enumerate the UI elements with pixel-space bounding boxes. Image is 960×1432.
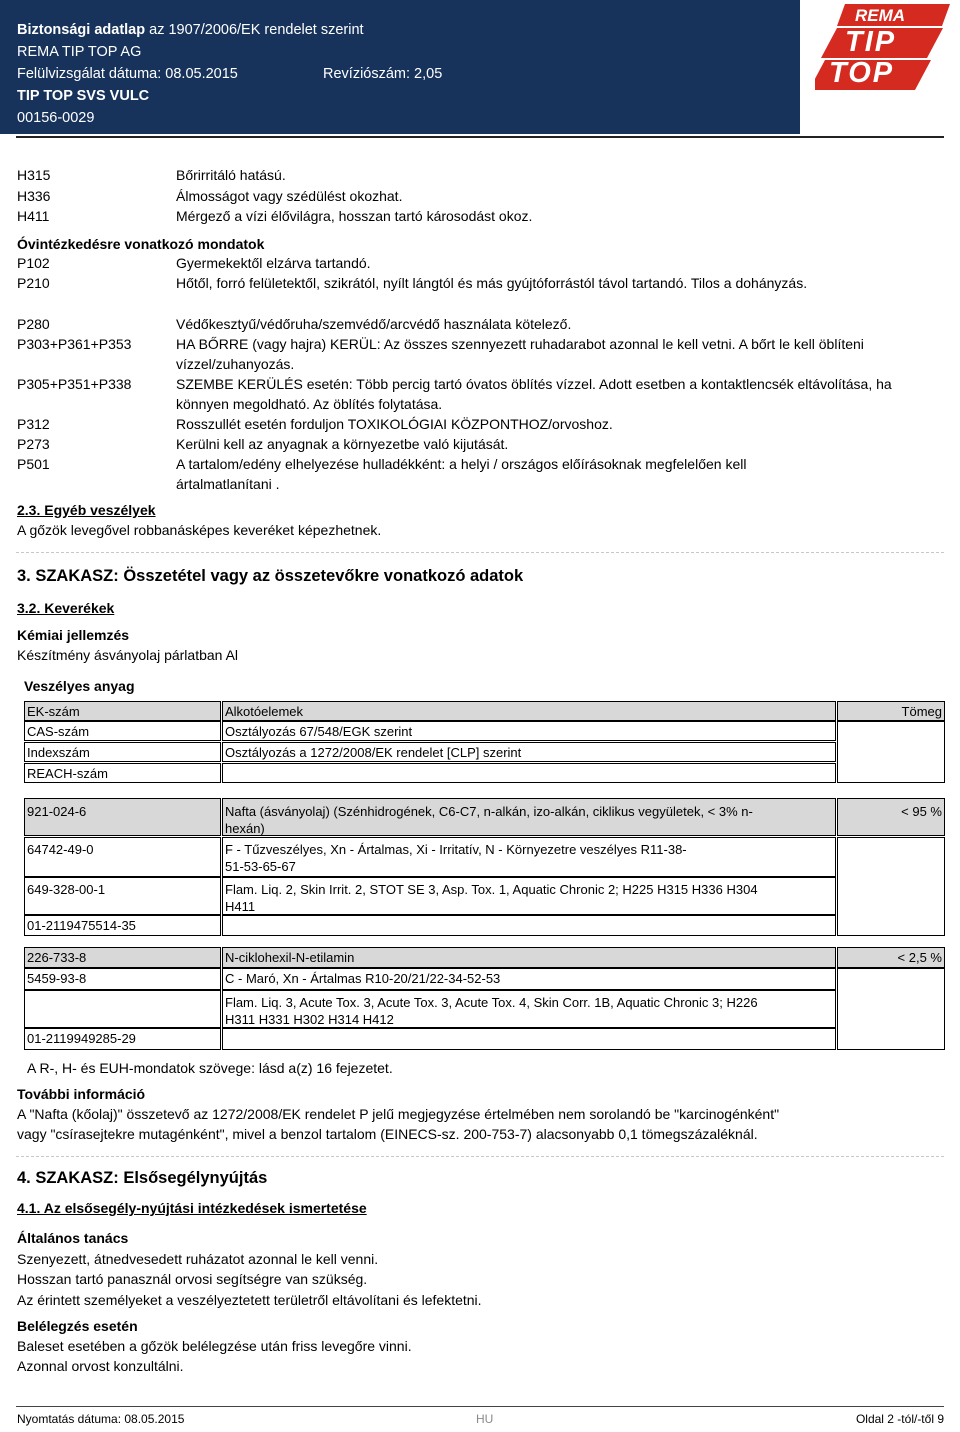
precaution-text: Védőkesztyű/védőruha/szemvédő/arcvédő használata kötelező.	[176, 316, 572, 332]
precaution-code: P305+P351+P338	[17, 376, 132, 392]
hazard-text: Bőrirritáló hatású.	[176, 167, 286, 183]
general-advice-line: Hosszan tartó panasznál orvosi segítségre van szükség.	[17, 1271, 368, 1287]
row2-clp: Flam. Liq. 3, Acute Tox. 3, Acute Tox. 3, Acute Tox. 4, Skin Corr. 1B, Aquatic Chronic 3; H226 H311 H331 H302 H314 H412	[222, 990, 836, 1028]
page-number: Oldal 2 -tól/-től 9	[855, 1412, 944, 1426]
language-code: HU	[476, 1412, 494, 1426]
revision-number: Revíziószám: 2,05	[323, 66, 443, 82]
hazard-code: H411	[17, 208, 50, 224]
section-divider	[16, 552, 944, 553]
precaution-text: Kerülni kell az anyagnak a környezetbe való kijutását.	[176, 436, 509, 452]
row2-mass: < 2,5 %	[837, 947, 945, 968]
row1-clp: Flam. Liq. 2, Skin Irrit. 2, STOT SE 3, Asp. Tox. 1, Aquatic Chronic 2; H225 H315 H336 H304 H411	[222, 877, 836, 915]
precaution-text: HA BŐRRE (vagy hajra) KERÜL: Az összes szennyezett ruhadarabot azonnal le kell vetni. A bőrt le kell öblíteni vízzel/zuhanyozás.	[176, 336, 864, 372]
hazard-text: Mérgező a vízi élővilágra, hosszan tartó károsodást okoz.	[176, 208, 533, 224]
precaution-code: P280	[17, 316, 50, 332]
precaution-text: SZEMBE KERÜLÉS esetén: Több percig tartó óvatos öblítés vízzel. Adott esetben a kontaktlencsék eltávolítása, ha könnyen megoldható. Az öblítés folytatása.	[176, 376, 892, 412]
header-divider	[16, 136, 944, 138]
precaution-heading: Óvintézkedésre vonatkozó mondatok	[17, 236, 265, 252]
logo-text-tip: TIP	[845, 26, 897, 58]
product-code: 00156-0029	[17, 110, 95, 126]
precaution-text: Hőtől, forró felületektől, szikrától, nyílt lángtól és más gyújtóforrástól távol tartandó. Tilos a dohányzás.	[176, 275, 808, 291]
chem-text: Készítmény ásványolaj párlatban Al	[17, 647, 239, 663]
other-hazards-title: 2.3. Egyéb veszélyek	[17, 502, 156, 518]
row2-mass-empty	[837, 968, 945, 1050]
general-advice-label: Általános tanács	[17, 1230, 129, 1246]
precaution-code: P102	[17, 255, 50, 271]
precaution-code: P303+P361+P353	[17, 336, 132, 352]
general-advice-line: Az érintett személyeket a veszélyeztetett területről eltávolítani és lefektetni.	[17, 1292, 482, 1308]
section3-subtitle: 3.2. Keverékek	[17, 600, 115, 616]
th-mass: Tömeg	[837, 701, 945, 721]
row1-mass: < 95 %	[837, 798, 945, 836]
section3-title: 3. SZAKASZ: Összetétel vagy az összetevőkre vonatkozó adatok	[17, 567, 524, 585]
inhalation-label: Belélegzés esetén	[17, 1318, 138, 1334]
th-class67: Osztályozás 67/548/EGK szerint	[222, 721, 836, 741]
hazard-code: H315	[17, 167, 51, 183]
hazardous-label: Veszélyes anyag	[24, 678, 135, 694]
hazard-code: H336	[17, 188, 51, 204]
th-index: Indexszám	[24, 742, 221, 762]
section-divider	[16, 1156, 944, 1157]
other-hazards-text: A gőzök levegővel robbanásképes keveréket képezhetnek.	[17, 522, 382, 538]
row1-ek: 921-024-6	[24, 798, 221, 836]
precaution-text: Rosszullét esetén forduljon TOXIKOLÓGIAI KÖZPONTHOZ/orvoshoz.	[176, 416, 613, 432]
th-cas: CAS-szám	[24, 721, 221, 741]
section4-title: 4. SZAKASZ: Elsősegélynyújtás	[17, 1169, 268, 1187]
print-date: Nyomtatás dátuma: 08.05.2015	[17, 1412, 185, 1426]
th-ek: EK-szám	[24, 701, 221, 721]
precaution-code: P312	[17, 416, 50, 432]
precaution-text: Gyermekektől elzárva tartandó.	[176, 255, 371, 271]
precaution-code: P273	[17, 436, 50, 452]
row1-cas: 64742-49-0	[24, 837, 221, 877]
precaution-code: P501	[17, 456, 50, 472]
chem-label: Kémiai jellemzés	[17, 627, 130, 643]
general-advice-line: Szenyezett, átnedvesedett ruházatot azonnal le kell venni.	[17, 1251, 379, 1267]
review-date: Felülvizsgálat dátuma: 08.05.2015	[17, 66, 238, 82]
further-info-label: További információ	[17, 1086, 146, 1102]
inhalation-line: Azonnal orvost konzultálni.	[17, 1358, 184, 1374]
row1-name: Nafta (ásványolaj) (Szénhidrogének, C6-C7, n-alkán, izo-alkán, ciklikus vegyületek, < 3% n-hexán)	[222, 798, 836, 836]
logo-text-rema: REMA	[855, 6, 906, 25]
th-empty	[222, 763, 836, 783]
row2-index	[24, 990, 221, 1028]
row1-index: 649-328-00-1	[24, 877, 221, 915]
row2-ek: 226-733-8	[24, 947, 221, 968]
further-info-line: A "Nafta (kőolaj)" összetevő az 1272/2008/EK rendelet P jelű megjegyzése értelmében nem sorolandó be "karcinogénként"	[17, 1106, 780, 1122]
row2-cas: 5459-93-8	[24, 968, 221, 990]
row2-empty	[222, 1028, 836, 1050]
row1-empty	[222, 915, 836, 936]
precaution-code: P210	[17, 275, 50, 291]
hazard-text: Álmosságot vagy szédülést okozhat.	[176, 188, 403, 204]
document-title: Biztonsági adatlap az 1907/2006/EK rendelet szerint	[17, 22, 364, 38]
row2-reach: 01-2119949285-29	[24, 1028, 221, 1050]
row1-reach: 01-2119475514-35	[24, 915, 221, 936]
precaution-text: A tartalom/edény elhelyezése hulladékként: a helyi / országos előírásoknak megfelelően kell ártalmatlanítani .	[176, 456, 747, 492]
further-info-line: vagy "csírasejtekre mutagénként", mivel a benzol tartalom (EINECS-sz. 200-753-7) alacsonyabb 0,1 tömegszázaléknál.	[17, 1126, 758, 1142]
logo-text-top: TOP	[829, 57, 895, 89]
footer-divider	[16, 1406, 944, 1407]
inhalation-line: Baleset esetében a gőzök belélegzése után friss levegőre vinni.	[17, 1338, 412, 1354]
th-reach: REACH-szám	[24, 763, 221, 783]
th-mass-empty	[837, 721, 945, 783]
rema-tip-top-logo	[815, 4, 950, 90]
phrases-note: A R-, H- és EUH-mondatok szövege: lásd a(z) 16 fejezetet.	[27, 1060, 393, 1076]
row2-class67: C - Maró, Xn - Ártalmas R10-20/21/22-34-52-53	[222, 968, 836, 990]
company-name: REMA TIP TOP AG	[17, 44, 142, 60]
row1-mass-empty	[837, 837, 945, 936]
row2-name: N-ciklohexil-N-etilamin	[222, 947, 836, 968]
section4-subtitle: 4.1. Az elsősegély-nyújtási intézkedések ismertetése	[17, 1200, 367, 1216]
row1-class67: F - Tűzveszélyes, Xn - Ártalmas, Xi - Irritatív, N - Környezetre veszélyes R11-38-51-53-65-67	[222, 837, 836, 877]
product-name: TIP TOP SVS VULC	[17, 88, 150, 104]
th-clp: Osztályozás a 1272/2008/EK rendelet [CLP] szerint	[222, 742, 836, 762]
th-component: Alkotóelemek	[222, 701, 836, 721]
